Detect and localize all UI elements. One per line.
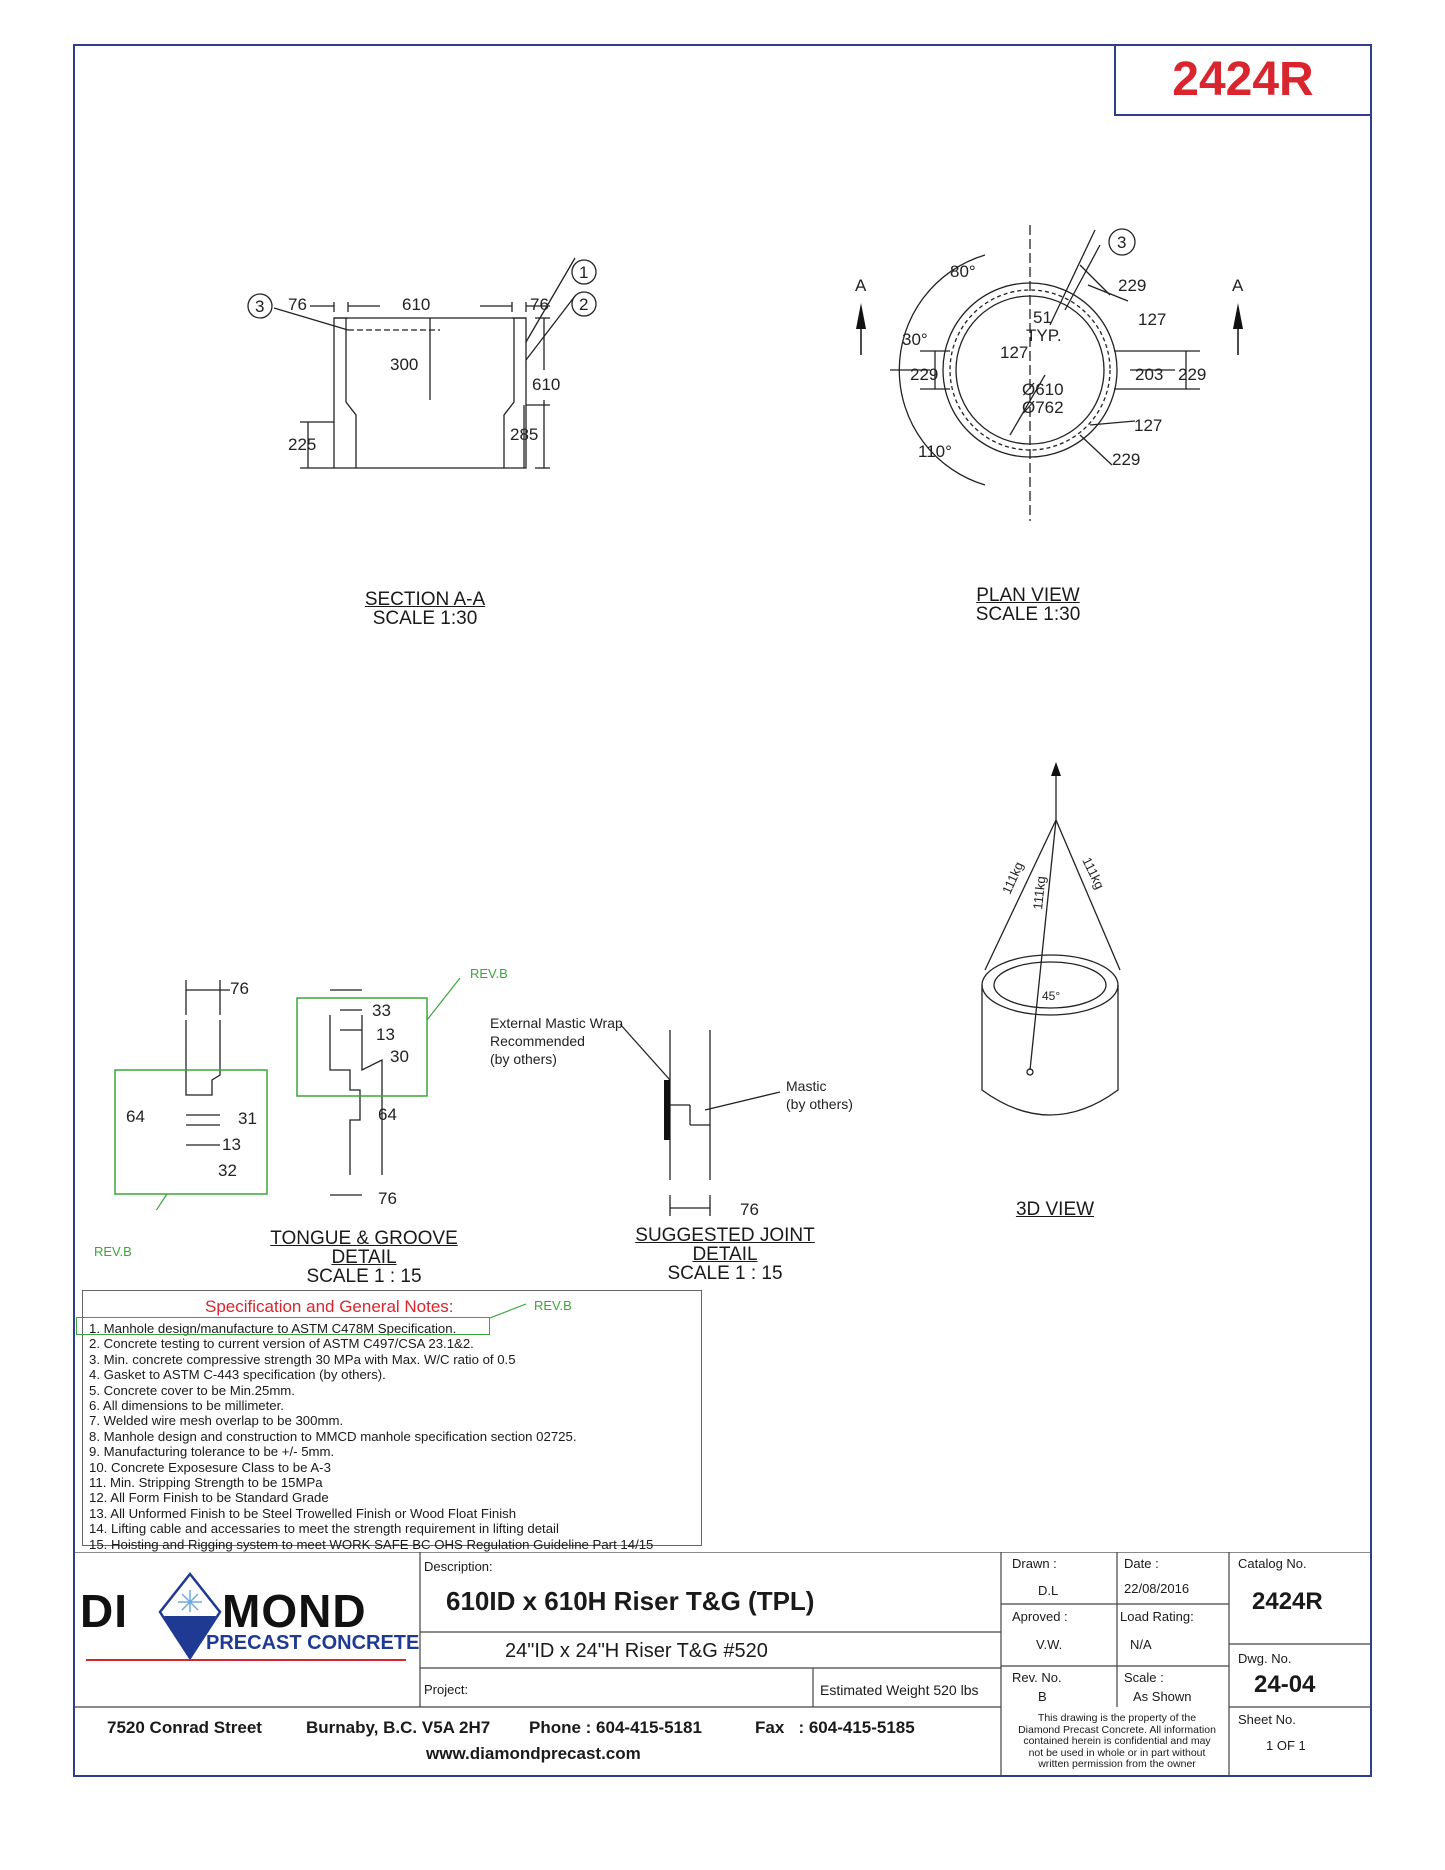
note-item: 1. Manhole design/manufacture to ASTM C478M Specification. xyxy=(89,1321,457,1336)
description-label: Description: xyxy=(424,1559,493,1574)
drawn-label: Drawn : xyxy=(1012,1556,1057,1571)
catalog-number-box xyxy=(1114,44,1372,116)
callout-1: 1 xyxy=(579,263,589,282)
dwg-label: Dwg. No. xyxy=(1238,1651,1292,1666)
rev-leader-notes xyxy=(490,1298,530,1328)
load-rating-label: Load Rating: xyxy=(1120,1609,1194,1624)
disclaimer-line: contained herein is confidential and may xyxy=(1023,1735,1211,1748)
rev-no-value: B xyxy=(1038,1689,1047,1704)
note-item: 2. Concrete testing to current version of ASTM C497/CSA 23.1&2. xyxy=(89,1336,474,1352)
mastic-line-1: Mastic xyxy=(786,1078,827,1094)
tg-dim-31: 31 xyxy=(238,1109,257,1128)
callout-3: 3 xyxy=(255,297,265,316)
scale-value: As Shown xyxy=(1133,1689,1192,1704)
logo-text-right: MOND xyxy=(222,1585,367,1637)
section-title: SECTION A-A xyxy=(364,589,486,610)
note-item: 10. Concrete Exposesure Class to be A-3 xyxy=(89,1459,331,1475)
date-label: Date : xyxy=(1124,1556,1159,1571)
dim-127-top: 127 xyxy=(1138,310,1167,329)
section-mark-right: A xyxy=(1232,276,1244,295)
tg-dim-32: 32 xyxy=(218,1161,237,1180)
sheet-label: Sheet No. xyxy=(1238,1712,1296,1727)
description-sub: 24"ID x 24"H Riser T&G #520 xyxy=(505,1640,768,1662)
mastic-line-2: (by others) xyxy=(786,1096,853,1112)
note-item: 12. All Form Finish to be Standard Grade xyxy=(89,1490,329,1506)
dia-outer: Ø762 xyxy=(1022,398,1064,417)
callout-2: 2 xyxy=(579,295,589,314)
external-mastic-line-2: Recommended xyxy=(490,1033,585,1049)
dim-left-lower: 225 xyxy=(288,435,317,454)
logo-subtitle: PRECAST CONCRETE xyxy=(206,1632,420,1654)
angle-110: 110° xyxy=(918,442,952,461)
rev-mark-notes: REV.B xyxy=(534,1298,572,1313)
notes-list xyxy=(89,1321,653,1552)
note-item: 8. Manhole design and construction to MMCD manhole specification section 02725. xyxy=(89,1428,577,1444)
approved-value: V.W. xyxy=(1036,1637,1063,1652)
date-value: 22/08/2016 xyxy=(1124,1581,1190,1596)
dim-51: 51 xyxy=(1033,308,1052,327)
note-item: 3. Min. concrete compressive strength 30 MPa with Max. W/C ratio of 0.5 xyxy=(89,1351,516,1367)
load-label-3: 111kg xyxy=(1079,854,1108,892)
dim-229-left: 229 xyxy=(910,365,939,384)
logo-underline xyxy=(86,1659,406,1661)
joint-drawing xyxy=(480,1010,880,1230)
rev-mark-groove: REV.B xyxy=(470,966,508,981)
note-item: 13. All Unformed Finish to be Steel Trowelled Finish or Wood Float Finish xyxy=(89,1505,517,1521)
estimated-weight: Estimated Weight 520 lbs xyxy=(820,1682,979,1698)
three-d-drawing xyxy=(960,760,1160,1140)
dim-wall-left: 76 xyxy=(288,295,307,314)
joint-view-title xyxy=(605,1226,845,1283)
note-item: 4. Gasket to ASTM C-443 specification (by others). xyxy=(89,1367,386,1383)
note-item: 5. Concrete cover to be Min.25mm. xyxy=(89,1382,295,1398)
fax-number: Fax : 604-415-5185 xyxy=(755,1718,915,1737)
plan-view-title xyxy=(960,586,1096,624)
three-d-title: 3D VIEW xyxy=(1015,1199,1095,1220)
sheet-value: 1 OF 1 xyxy=(1266,1738,1306,1753)
tg-dim-76-bottom: 76 xyxy=(378,1189,397,1208)
plan-title: PLAN VIEW xyxy=(976,585,1080,606)
typ-label: TYP. xyxy=(1026,326,1062,345)
dim-229-top: 229 xyxy=(1118,276,1147,295)
rev-no-label: Rev. No. xyxy=(1012,1670,1062,1685)
section-mark-left: A xyxy=(855,276,867,295)
disclaimer-line: not be used in whole or in part without xyxy=(1028,1746,1206,1759)
description-main: 610ID x 610H Riser T&G (TPL) xyxy=(446,1586,815,1616)
load-label-2: 111kg xyxy=(1030,875,1049,911)
plan-scale: SCALE 1:30 xyxy=(975,604,1081,625)
tongue-groove-title-text: TONGUE & GROOVE DETAIL xyxy=(270,1228,458,1268)
project-label: Project: xyxy=(424,1682,469,1697)
note-item: 11. Min. Stripping Strength to be 15MPa xyxy=(89,1475,323,1491)
three-d-view-title xyxy=(1000,1200,1110,1219)
catalog-number-header: 2424R xyxy=(1172,53,1314,106)
disclaimer-line: written permission from the owner xyxy=(1038,1758,1196,1771)
section-view-title xyxy=(340,590,510,628)
dim-203: 203 xyxy=(1135,365,1164,384)
rev-mark-tongue: REV.B xyxy=(94,1244,132,1259)
notes-title: Specification and General Notes: xyxy=(205,1297,454,1316)
joint-dim-76: 76 xyxy=(740,1200,759,1219)
rev-box-note-1 xyxy=(76,1317,490,1335)
dim-overall-height: 610 xyxy=(532,375,561,394)
tongue-groove-scale: SCALE 1 : 15 xyxy=(306,1266,422,1287)
angle-80: 80° xyxy=(950,262,976,281)
tg-dim-76-top: 76 xyxy=(230,979,249,998)
note-item: 15. Hoisting and Rigging system to meet WORK SAFE BC OHS Regulation Guideline Part 14/15 xyxy=(89,1536,654,1552)
note-item: 6. All dimensions to be millimeter. xyxy=(89,1398,284,1414)
dia-inner: Ø610 xyxy=(1022,380,1064,399)
plan-view-drawing xyxy=(850,225,1270,525)
section-left-wall xyxy=(334,318,356,468)
load-label-1: 111kg xyxy=(999,859,1027,897)
tg-dim-30: 30 xyxy=(390,1047,409,1066)
disclaimer-line: Diamond Precast Concrete. All information xyxy=(1018,1723,1216,1736)
drawn-value: D.L xyxy=(1038,1583,1059,1598)
scale-label: Scale : xyxy=(1124,1670,1164,1685)
dim-229-bottom: 229 xyxy=(1112,450,1141,469)
approved-label: Aproved : xyxy=(1012,1609,1068,1624)
section-a-a-drawing xyxy=(230,250,630,480)
catalog-value: 2424R xyxy=(1252,1588,1323,1615)
joint-title: SUGGESTED JOINT DETAIL xyxy=(635,1225,815,1265)
plan-callout-3: 3 xyxy=(1117,233,1127,252)
disclaimer xyxy=(1004,1713,1230,1771)
joint-scale: SCALE 1 : 15 xyxy=(667,1263,783,1284)
catalog-label: Catalog No. xyxy=(1238,1556,1307,1571)
tg-dim-64-left: 64 xyxy=(126,1107,145,1126)
logo-text-left: DI xyxy=(80,1585,128,1637)
address-street: 7520 Conrad Street xyxy=(107,1718,262,1737)
phone-number: Phone : 604-415-5181 xyxy=(529,1718,702,1737)
dwg-value: 24-04 xyxy=(1254,1671,1316,1698)
tongue-groove-drawing xyxy=(100,960,500,1210)
rev-box-tongue xyxy=(115,1070,267,1194)
dim-229-right: 229 xyxy=(1178,365,1207,384)
tg-dim-13-bottom: 13 xyxy=(222,1135,241,1154)
lift-angle: 45° xyxy=(1042,989,1061,1003)
dim-inner-height: 300 xyxy=(390,355,419,374)
dim-right-lower: 285 xyxy=(510,425,539,444)
note-item: 9. Manufacturing tolerance to be +/- 5mm. xyxy=(89,1444,335,1460)
dim-wall-right: 76 xyxy=(530,295,549,314)
tongue-groove-title xyxy=(238,1229,490,1286)
section-scale: SCALE 1:30 xyxy=(372,608,478,629)
dim-127-bottom: 127 xyxy=(1134,416,1163,435)
dim-inner-width: 610 xyxy=(402,295,431,314)
tg-dim-64-right: 64 xyxy=(378,1105,397,1124)
tg-dim-13-top: 13 xyxy=(376,1025,395,1044)
dim-127-left: 127 xyxy=(1000,343,1029,362)
mastic-wrap xyxy=(664,1080,670,1140)
note-item: 7. Welded wire mesh overlap to be 300mm. xyxy=(89,1413,344,1429)
external-mastic-line-1: External Mastic Wrap xyxy=(490,1015,623,1031)
section-right-wall xyxy=(504,318,526,468)
website-link[interactable]: www.diamondprecast.com xyxy=(426,1744,641,1763)
tg-dim-33: 33 xyxy=(372,1001,391,1020)
angle-30: 30° xyxy=(902,330,928,349)
address-city: Burnaby, B.C. V5A 2H7 xyxy=(306,1718,491,1737)
note-item: 14. Lifting cable and accessaries to meet the strength requirement in lifting detail xyxy=(89,1521,559,1537)
disclaimer-line: This drawing is the property of the xyxy=(1037,1712,1197,1724)
load-rating-value: N/A xyxy=(1130,1637,1152,1652)
external-mastic-line-3: (by others) xyxy=(490,1051,557,1067)
